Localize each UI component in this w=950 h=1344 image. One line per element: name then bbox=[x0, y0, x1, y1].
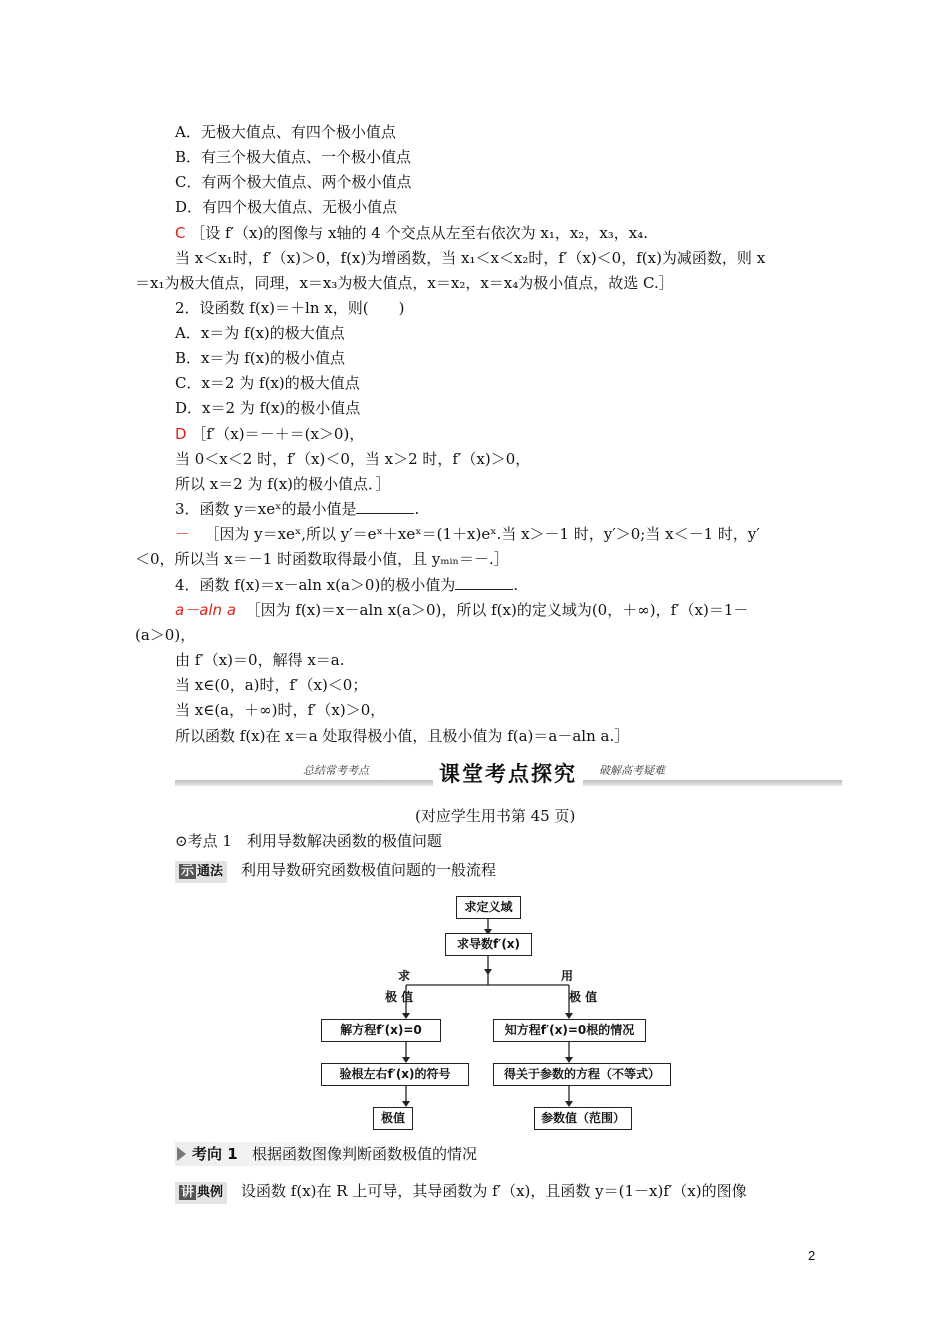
q2-option-b: B．x＝为 f(x)的极小值点 bbox=[175, 349, 345, 367]
jiangli-tag: 讲 典例 bbox=[175, 1182, 227, 1204]
triangle-icon bbox=[177, 1147, 186, 1161]
q2-explanation-line-1: D ［f′（x)＝－＋＝(x＞0)， bbox=[175, 425, 365, 443]
q4-explanation-line-6: 所以函数 f(x)在 x＝a 处取得极小值，且极小值为 f(a)＝a－aln a.］ bbox=[175, 727, 630, 745]
q1-explanation-line-1: C ［设 f′（x)的图像与 x轴的 4 个交点从左至右依次为 x₁，x₂，x₃，x₄. bbox=[175, 224, 649, 242]
q1-option-d: D．有四个极大值点、无极小值点 bbox=[175, 198, 398, 216]
page-number: 2 bbox=[808, 1248, 816, 1263]
flow-label-right-bottom: 极 值 bbox=[569, 990, 598, 1004]
q4-explanation-line-4: 当 x∈(0，a)时，f′（x)＜0； bbox=[175, 676, 368, 694]
flow-label-right-top: 用 bbox=[561, 969, 574, 983]
kaoxiang-label: 考向 1 bbox=[192, 1145, 238, 1163]
q3-answer: － bbox=[175, 525, 191, 543]
tongfa-tag: 示 通法 bbox=[175, 861, 227, 883]
q2-stem: 2．设函数 f(x)＝＋ln x，则( ) bbox=[175, 299, 405, 317]
q3-explanation-line-1: － ［因为 y＝xeˣ,所以 y′＝eˣ＋xeˣ＝(1＋x)eˣ.当 x＞－1 时，y′＞0;当 x＜－1 时，y′ bbox=[175, 525, 760, 543]
q1-answer: C bbox=[175, 224, 186, 242]
q1-explanation-line-3: ＝x₁为极大值点，同理，x＝x₃为极大值点，x＝x₂，x＝x₄为极小值点，故选 C.］ bbox=[135, 274, 674, 292]
q4-answer: a－aln a bbox=[175, 601, 237, 619]
flow-label-left-top: 求 bbox=[398, 969, 411, 983]
q2-option-d: D．x＝2 为 f(x)的极小值点 bbox=[175, 399, 361, 417]
q1-option-b: B．有三个极大值点、一个极小值点 bbox=[175, 148, 412, 166]
banner-left-text: 总结常考考点 bbox=[303, 764, 369, 777]
flow-box-known-roots: 知方程f′(x)=0根的情况 bbox=[493, 1019, 646, 1042]
jiangli-text: 设函数 f(x)在 R 上可导，其导函数为 f′（x)，且函数 y＝(1－x)f′（x)的图像 bbox=[241, 1182, 747, 1200]
flow-label-left-bottom: 极 值 bbox=[385, 990, 414, 1004]
kaoxiang-row bbox=[175, 1142, 597, 1166]
flow-box-derivative: 求导数f′(x) bbox=[445, 933, 532, 956]
q1-option-c: C．有两个极大值点、两个极小值点 bbox=[175, 173, 412, 191]
q2-option-a: A．x＝为 f(x)的极大值点 bbox=[175, 324, 345, 342]
q4-explanation-line-2: (a＞0)， bbox=[135, 626, 196, 644]
jiangli-row bbox=[175, 1181, 747, 1204]
q4-stem: 4．函数 f(x)＝x－aln x(a＞0)的极小值为 . bbox=[175, 576, 519, 594]
q3-stem: 3．函数 y＝xeˣ的最小值是 . bbox=[175, 500, 420, 518]
q3-explanation-line-2: ＜0，所以当 x＝－1 时函数取得最小值，且 yₘᵢₙ＝－.］ bbox=[135, 550, 509, 568]
q1-explanation-line-2: 当 x＜x₁时，f′（x)＞0，f(x)为增函数，当 x₁＜x＜x₂时，f′（x)＜0，f(x)为减函数，则 x bbox=[175, 249, 766, 267]
flow-box-extremum: 极值 bbox=[373, 1107, 413, 1130]
flow-box-parameter-equation: 得关于参数的方程（不等式） bbox=[493, 1063, 671, 1086]
q2-explanation-line-2: 当 0＜x＜2 时，f′（x)＜0，当 x＞2 时，f′（x)＞0， bbox=[175, 450, 531, 468]
kaoxiang-text: 根据函数图像判断函数极值的情况 bbox=[251, 1145, 477, 1163]
banner-title: 课堂考点探究 bbox=[433, 758, 583, 788]
q4-explanation-line-1: a－aln a ［因为 f(x)＝x－aln x(a＞0)，所以 f(x)的定义域为(0，＋∞)，f′（x)＝1－ bbox=[175, 601, 749, 619]
tongfa-text: 利用导数研究函数极值问题的一般流程 bbox=[241, 861, 497, 879]
q1-option-a: A．无极大值点、有四个极小值点 bbox=[175, 123, 396, 141]
q2-answer: D bbox=[175, 425, 187, 443]
q4-explanation-line-5: 当 x∈(a，＋∞)时，f′（x)＞0， bbox=[175, 701, 386, 719]
flow-box-check-sign: 验根左右f′(x)的符号 bbox=[321, 1063, 469, 1086]
kaodian-heading: ⊙考点 1 利用导数解决函数的极值问题 bbox=[175, 832, 442, 850]
banner-right-text: 破解高考疑难 bbox=[599, 764, 665, 777]
flow-box-domain: 求定义域 bbox=[456, 896, 521, 919]
flow-box-parameter-range: 参数值（范围） bbox=[534, 1107, 632, 1130]
q4-explanation-line-3: 由 f′（x)＝0，解得 x＝a. bbox=[175, 651, 345, 669]
q2-explanation-line-3: 所以 x＝2 为 f(x)的极小值点．］ bbox=[175, 475, 391, 493]
q2-option-c: C．x＝2 为 f(x)的极大值点 bbox=[175, 374, 360, 392]
page-reference: (对应学生用书第 45 页) bbox=[415, 807, 576, 825]
flow-box-solve-equation: 解方程f′(x)=0 bbox=[321, 1019, 441, 1042]
